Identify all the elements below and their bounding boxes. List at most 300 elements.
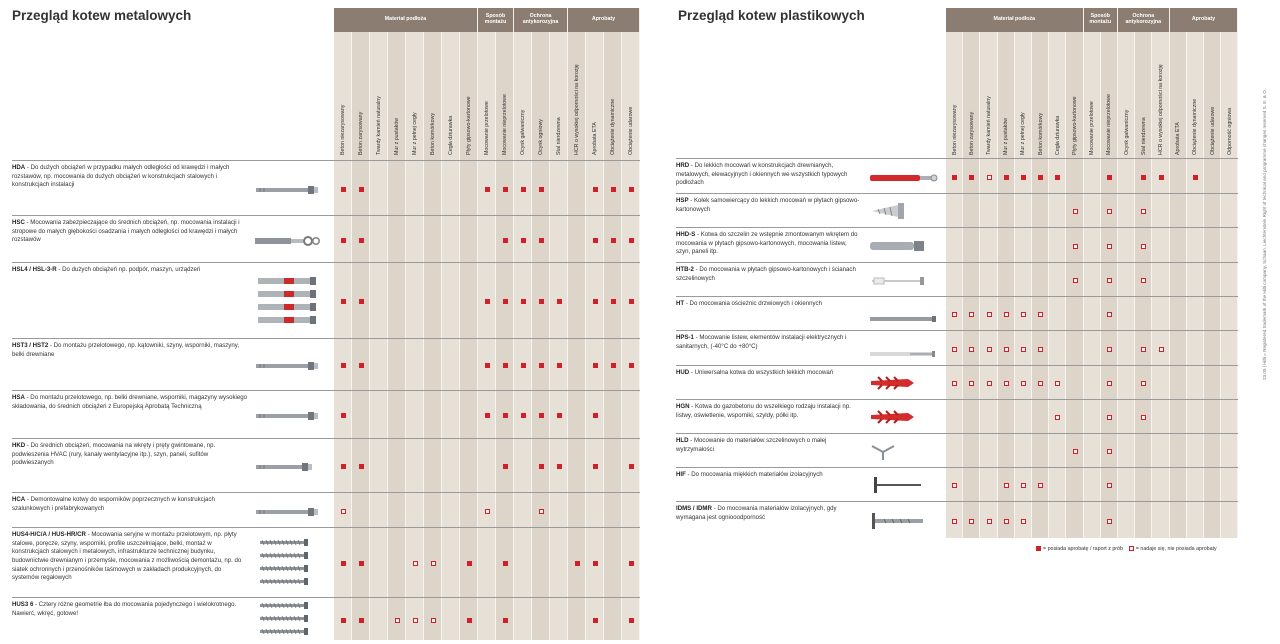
product-text: Mocowania seryjne w montażu przelotowym, np. płyty stalowe, poręcze, szyny, wsporniki, profile uszczelniające, belki, montaż w konstrukcjach stalowych i metalowych, infrastrukturze technicznej budynku, budownictwie drewnianym i przemyśle, mocowania z możliwością demontażu, np. do siatek ochronnych i przenośników taśmowych w zakładach produkcyjnych, do systemów regałowych: [12, 531, 242, 582]
column-header-label: Mocowanie nieprzelotowe: [502, 94, 508, 155]
approval-mark-filled: [1038, 175, 1043, 180]
table-row: [676, 227, 1238, 262]
approval-mark-filled: [485, 363, 490, 368]
product-text: Kotwa do szczelin ze wstępnie zmontowanym wkrętem do mocowania w płytach gipsowo-kartonowych, mocowania listew, szyn, paneli itp.: [676, 231, 858, 256]
column-header-label: Mocowanie przelotowe: [1089, 101, 1096, 155]
product-image: [254, 275, 320, 332]
product-name: HUD: [676, 369, 690, 376]
column-header-label: Odporność ogniowa: [1226, 107, 1233, 155]
approval-mark-filled: [611, 363, 616, 368]
product-description: [676, 197, 860, 214]
product-image: [868, 274, 928, 292]
column-header-label: Mur z pustaków: [394, 117, 400, 155]
suitable-mark-outline: [1141, 209, 1146, 214]
product-image: [868, 239, 928, 258]
product-image: [868, 513, 928, 534]
approval-mark-filled: [359, 187, 364, 192]
approval-mark-filled: [593, 618, 598, 623]
product-text: Uniwersalna kotwa do wszystkich lekkich mocowań: [694, 369, 834, 376]
column-header-label: Stal nierdzewna: [556, 117, 562, 155]
column-header-label: HCR o wysokiej odporności na korozję: [574, 64, 580, 155]
approval-mark-filled: [557, 299, 562, 304]
product-description: [676, 369, 860, 378]
column-header-label: Beton niezarysowany: [340, 104, 346, 155]
suitable-mark-outline: [1004, 347, 1009, 352]
approval-mark-filled: [341, 618, 346, 623]
approval-mark-filled: [503, 299, 508, 304]
column-group-header: Materiał podłoża: [334, 8, 478, 32]
product-text: Mocowanie listew, elementów instalacji elektrycznych i sanitarnych, (-40°C do +80°C): [676, 334, 847, 350]
outline-mark-legend-icon: [1129, 546, 1134, 551]
suitable-mark-outline: [987, 381, 992, 386]
suitable-mark-outline: [1038, 347, 1043, 352]
table-row: [676, 501, 1238, 538]
column-header: [946, 32, 963, 160]
separator: -: [56, 266, 63, 273]
column-header-label: Beton komórkowy: [1037, 112, 1044, 155]
approval-mark-filled: [1004, 175, 1009, 180]
suitable-mark-outline: [1021, 483, 1026, 488]
approval-mark-filled: [557, 363, 562, 368]
column-group-header: Sposób montażu: [478, 8, 514, 32]
suitable-mark-outline: [1073, 449, 1078, 454]
separator: -: [689, 162, 695, 169]
column-header-label: Aprobata ETA: [1175, 122, 1182, 155]
separator: -: [25, 164, 31, 171]
approval-mark-filled: [969, 175, 974, 180]
column-header: [532, 32, 550, 160]
column-header-label: Cegła dziurawka: [1054, 115, 1061, 155]
suitable-mark-outline: [1021, 519, 1026, 524]
suitable-mark-outline: [1107, 483, 1112, 488]
suitable-mark-outline: [1107, 312, 1112, 317]
suitable-mark-outline: [987, 175, 992, 180]
table-row: [12, 262, 640, 338]
column-header: [1135, 32, 1152, 160]
column-header-label: Mur z pełnej cegły: [412, 112, 418, 155]
column-header: [604, 32, 622, 160]
column-header-label: Obciążenie udarowe: [628, 106, 634, 155]
suitable-mark-outline: [1055, 381, 1060, 386]
product-name: HLD: [676, 437, 689, 444]
product-image: [254, 460, 314, 478]
approval-mark-filled: [593, 187, 598, 192]
suitable-mark-outline: [952, 381, 957, 386]
suitable-mark-outline: [413, 618, 418, 623]
separator: -: [689, 403, 695, 410]
product-description: [676, 471, 860, 480]
column-header: [1152, 32, 1169, 160]
suitable-mark-outline: [969, 312, 974, 317]
approval-mark-filled: [1159, 175, 1164, 180]
suitable-mark-outline: [1159, 347, 1164, 352]
product-description: [12, 394, 248, 411]
separator: -: [711, 505, 718, 512]
product-name: IDMS / IDMR: [676, 505, 712, 512]
approval-mark-filled: [503, 618, 508, 623]
approval-mark-filled: [539, 299, 544, 304]
product-name: HST3 / HST2: [12, 342, 49, 349]
suitable-mark-outline: [1141, 381, 1146, 386]
table-row: [676, 330, 1238, 365]
column-header: [568, 32, 586, 160]
column-header: [352, 32, 370, 160]
approval-mark-filled: [359, 561, 364, 566]
column-header: [1187, 32, 1204, 160]
approval-mark-filled: [341, 187, 346, 192]
table-row: [12, 160, 640, 215]
column-header: [1066, 32, 1083, 160]
product-text: Demontowalne kotwy do wsporników poprzecznych w konstrukcjach szalunkowych i prefabrykowanych: [12, 496, 215, 512]
table-row: [12, 492, 640, 527]
suitable-mark-outline: [1004, 483, 1009, 488]
suitable-mark-outline: [952, 519, 957, 524]
product-name: HPS-1: [676, 334, 694, 341]
approval-mark-filled: [467, 618, 472, 623]
product-text: Do dużych obciążeń np. podpór, maszyn, urządzeń: [62, 266, 201, 273]
column-header-label: Twardy kamień naturalny: [985, 96, 992, 155]
product-text: Do montażu przelotowego, np. belki drewniane, wsporniki, magazyny wysokiego składowania, do średnich obciążeń z Europejską Aprobatą Techniczną: [12, 394, 248, 410]
table-row: [12, 338, 640, 390]
suitable-mark-outline: [1004, 381, 1009, 386]
legend-outline-text: = nadaje się, nie posiada aprobaty: [1135, 546, 1217, 552]
product-image: [254, 359, 320, 377]
column-header-label: Beton zarysowany: [358, 111, 364, 155]
approval-mark-filled: [503, 464, 508, 469]
column-header: [1170, 32, 1187, 160]
product-name: HRD: [676, 162, 690, 169]
suitable-mark-outline: [1038, 312, 1043, 317]
product-image: [868, 440, 898, 467]
column-header: [586, 32, 604, 160]
suitable-mark-outline: [987, 347, 992, 352]
approval-mark-filled: [1141, 175, 1146, 180]
approval-mark-filled: [629, 561, 634, 566]
product-description: [676, 231, 860, 257]
column-header-label: Mur z pełnej cegły: [1020, 112, 1027, 155]
approval-mark-filled: [539, 187, 544, 192]
separator: -: [693, 266, 700, 273]
suitable-mark-outline: [539, 509, 544, 514]
product-text: Do montażu przelotowego, np. kątowniki, szyny, wsporniki, maszyny, belki drewniane: [12, 342, 240, 358]
separator: -: [48, 342, 54, 349]
product-name: HSA: [12, 394, 25, 401]
column-header: [1032, 32, 1049, 160]
product-image: [868, 345, 938, 363]
suitable-mark-outline: [1038, 381, 1043, 386]
approval-mark-filled: [611, 187, 616, 192]
plastic-anchors-title: Przegląd kotew plastikowych: [678, 8, 865, 23]
product-name: HSL4 / HSL-3-R: [12, 266, 57, 273]
approval-mark-filled: [629, 187, 634, 192]
approval-mark-filled: [629, 238, 634, 243]
product-text: Do mocowania w płytach gipsowo-kartonowych i ścianach szczelinowych: [676, 266, 856, 282]
product-image: [254, 537, 310, 594]
approval-mark-filled: [593, 238, 598, 243]
column-header: [334, 32, 352, 160]
approval-mark-filled: [485, 413, 490, 418]
approval-mark-filled: [611, 299, 616, 304]
product-image: [868, 200, 908, 227]
product-name: HHD-S: [676, 231, 696, 238]
suitable-mark-outline: [969, 347, 974, 352]
suitable-mark-outline: [1004, 519, 1009, 524]
column-header-label: Ocynk ogniowy: [538, 119, 544, 155]
suitable-mark-outline: [1141, 347, 1146, 352]
suitable-mark-outline: [1073, 209, 1078, 214]
suitable-mark-outline: [1107, 519, 1112, 524]
suitable-mark-outline: [431, 561, 436, 566]
product-description: [12, 164, 248, 190]
separator: -: [688, 197, 694, 204]
column-header: [1084, 32, 1101, 160]
column-header: [496, 32, 514, 160]
table-row: [676, 467, 1238, 501]
suitable-mark-outline: [1107, 244, 1112, 249]
column-header: [460, 32, 478, 160]
table-row: [676, 296, 1238, 330]
column-header: [406, 32, 424, 160]
approval-mark-filled: [341, 413, 346, 418]
product-description: [676, 162, 860, 188]
product-image: [254, 409, 320, 427]
table-row: [12, 390, 640, 438]
column-group-header: Ochrona antykorozyjna: [1118, 8, 1170, 32]
product-image: [868, 375, 918, 396]
product-text: Do mocowania ościeżnic drzwiowych i okiennych: [689, 300, 822, 307]
approval-mark-filled: [359, 238, 364, 243]
approval-mark-filled: [503, 363, 508, 368]
column-header: [622, 32, 640, 160]
approval-mark-filled: [485, 299, 490, 304]
approval-mark-filled: [521, 238, 526, 243]
approval-mark-filled: [503, 238, 508, 243]
column-header-label: Obciążenie dynamiczne: [610, 98, 616, 155]
suitable-mark-outline: [413, 561, 418, 566]
product-image: [254, 234, 320, 252]
column-group-header: Ochrona antykorozyjna: [514, 8, 568, 32]
approval-mark-filled: [1021, 175, 1026, 180]
legend: [1036, 546, 1217, 552]
product-description: [12, 601, 248, 618]
approval-mark-filled: [629, 464, 634, 469]
suitable-mark-outline: [1107, 347, 1112, 352]
suitable-mark-outline: [969, 381, 974, 386]
approval-mark-filled: [593, 299, 598, 304]
product-text: Do dużych obciążeń w przypadku małych odległości od krawędzi i małych rozstawów, np. mocowania do dużych obciążeń w konstrukcjach stalowych i konstrukcjach instalacji: [12, 164, 230, 189]
suitable-mark-outline: [1021, 347, 1026, 352]
approval-mark-filled: [593, 464, 598, 469]
column-header: [1101, 32, 1118, 160]
column-header: [550, 32, 568, 160]
approval-mark-filled: [521, 413, 526, 418]
column-header: [442, 32, 460, 160]
approval-mark-filled: [593, 363, 598, 368]
suitable-mark-outline: [1107, 209, 1112, 214]
column-header-label: Beton niezarysowany: [951, 104, 958, 155]
separator: -: [685, 471, 692, 478]
column-header: [980, 32, 997, 160]
product-description: [12, 531, 248, 583]
product-name: HSP: [676, 197, 689, 204]
product-description: [12, 219, 248, 245]
approval-mark-filled: [341, 299, 346, 304]
approval-mark-filled: [611, 238, 616, 243]
separator: -: [33, 601, 39, 608]
approval-mark-filled: [359, 299, 364, 304]
separator: -: [688, 437, 694, 444]
table-row: [12, 438, 640, 492]
product-text: Cztery różne geometrie łba do mocowania pojedynczego i wielokrotnego. Nawierć, wkręć, gotowe!: [12, 601, 237, 617]
product-description: [676, 505, 860, 522]
approval-mark-filled: [575, 561, 580, 566]
approval-mark-filled: [485, 187, 490, 192]
approval-mark-filled: [629, 618, 634, 623]
product-description: [12, 266, 248, 275]
separator: -: [684, 300, 690, 307]
table-row: [676, 433, 1238, 467]
suitable-mark-outline: [969, 519, 974, 524]
suitable-mark-outline: [1107, 381, 1112, 386]
column-header-label: Mur z pustaków: [1003, 117, 1010, 155]
product-image: [868, 171, 938, 189]
product-text: Mocowania zabezpieczające do średnich obciążeń, np. mocowania instalacji i stropowe do małych głębokości osadzania i małych odległości od krawędzi i małych rozstawów: [12, 219, 240, 244]
approval-mark-filled: [503, 187, 508, 192]
suitable-mark-outline: [1073, 244, 1078, 249]
product-description: [676, 334, 860, 351]
approval-mark-filled: [521, 299, 526, 304]
product-description: [12, 442, 248, 468]
suitable-mark-outline: [1141, 415, 1146, 420]
column-header: [1221, 32, 1238, 160]
column-header-label: Stal nierdzewna: [1140, 117, 1147, 155]
approval-mark-filled: [521, 363, 526, 368]
suitable-mark-outline: [952, 312, 957, 317]
table-row: [12, 597, 640, 640]
product-image: [254, 183, 320, 201]
product-image: [868, 310, 938, 328]
product-name: HGN: [676, 403, 690, 410]
approval-mark-filled: [359, 618, 364, 623]
approval-mark-filled: [341, 464, 346, 469]
product-description: [676, 266, 860, 283]
approval-mark-filled: [952, 175, 957, 180]
product-name: HKD: [12, 442, 26, 449]
column-header-label: Mocowanie nieprzelotowe: [1106, 94, 1113, 155]
column-header: [1204, 32, 1221, 160]
separator: -: [689, 369, 695, 376]
separator: -: [693, 334, 700, 341]
suitable-mark-outline: [987, 312, 992, 317]
side-note-text: 23.05 | Hilti = Registered trademark of the Hilti company, Schaan. Liechtenstein Right of technical and programme changes reserved S. E. & O.: [1262, 88, 1267, 380]
product-name: HUS3 6: [12, 601, 34, 608]
column-header-label: Cegła dziurawka: [448, 115, 454, 155]
column-header: [998, 32, 1015, 160]
product-name: HIF: [676, 471, 686, 478]
product-description: [676, 437, 860, 454]
product-text: Kołek samowiercący do lekkich mocowań w płytach gipsowo-kartonowych: [676, 197, 860, 213]
column-header-label: Płyty gipsowo-kartonowe: [466, 96, 472, 155]
approval-mark-filled: [539, 238, 544, 243]
column-header-label: Aprobata ETA: [592, 122, 598, 155]
column-header-label: Beton komórkowy: [430, 112, 436, 155]
approval-mark-filled: [467, 561, 472, 566]
separator: -: [24, 394, 31, 401]
suitable-mark-outline: [1107, 278, 1112, 283]
column-header: [1015, 32, 1032, 160]
suitable-mark-outline: [395, 618, 400, 623]
suitable-mark-outline: [1141, 278, 1146, 283]
product-name: HTB-2: [676, 266, 694, 273]
column-header-label: Obciążenie udarowe: [1209, 106, 1216, 155]
product-description: [676, 300, 860, 309]
plastic-anchors-panel: [672, 0, 1260, 640]
product-text: Do mocowania miękkich materiałów izolacyjnych: [691, 471, 823, 478]
suitable-mark-outline: [1004, 312, 1009, 317]
column-group-header: Aprobaty: [1170, 8, 1239, 32]
suitable-mark-outline: [952, 347, 957, 352]
product-image: [254, 600, 310, 644]
filled-mark-legend-icon: [1036, 546, 1041, 551]
suitable-mark-outline: [987, 519, 992, 524]
approval-mark-filled: [359, 363, 364, 368]
approval-mark-filled: [1107, 175, 1112, 180]
approval-mark-filled: [593, 561, 598, 566]
separator: -: [24, 219, 31, 226]
suitable-mark-outline: [1073, 278, 1078, 283]
suitable-mark-outline: [1107, 415, 1112, 420]
suitable-mark-outline: [1141, 244, 1146, 249]
product-name: HCA: [12, 496, 26, 503]
product-name: HT: [676, 300, 685, 307]
approval-mark-filled: [557, 464, 562, 469]
metal-anchors-title: Przegląd kotew metalowych: [12, 8, 192, 23]
suitable-mark-outline: [1021, 381, 1026, 386]
suitable-mark-outline: [1107, 449, 1112, 454]
side-note: [1262, 10, 1270, 390]
column-header: [388, 32, 406, 160]
product-description: [12, 342, 248, 359]
approval-mark-filled: [341, 238, 346, 243]
suitable-mark-outline: [431, 618, 436, 623]
product-text: Do lekkich mocowań w konstrukcjach drewnianych, metalowych, elewacyjnych i okiennych we wszystkich typowych podłożach: [676, 162, 848, 187]
approval-mark-filled: [341, 561, 346, 566]
product-description: [676, 403, 860, 420]
approval-mark-filled: [503, 413, 508, 418]
separator: -: [695, 231, 701, 238]
approval-mark-filled: [539, 413, 544, 418]
table-row: [676, 193, 1238, 227]
column-group-header: Aprobaty: [568, 8, 640, 32]
approval-mark-filled: [539, 464, 544, 469]
approval-mark-filled: [521, 187, 526, 192]
column-header: [424, 32, 442, 160]
column-header-label: Obciążenie dynamiczne: [1192, 98, 1199, 155]
separator: -: [25, 442, 31, 449]
product-name: HDA: [12, 164, 26, 171]
suitable-mark-outline: [1021, 312, 1026, 317]
column-header-label: Beton zarysowany: [968, 111, 975, 155]
approval-mark-filled: [593, 413, 598, 418]
table-row: [676, 262, 1238, 296]
product-name: HUS4-H/C/A / HUS-HR/CR: [12, 531, 86, 538]
column-header: [514, 32, 532, 160]
table-row: [676, 158, 1238, 193]
column-header: [963, 32, 980, 160]
column-header-label: Twardy kamień naturalny: [376, 96, 382, 155]
product-text: Do średnich obciążeń, mocowania na wkręty i pręty gwintowane, np. podwieszenia HVAC (rury, kanały wentylacyjne itp.), szyn, paneli, sufitów podwieszanych: [12, 442, 216, 467]
column-header: [370, 32, 388, 160]
